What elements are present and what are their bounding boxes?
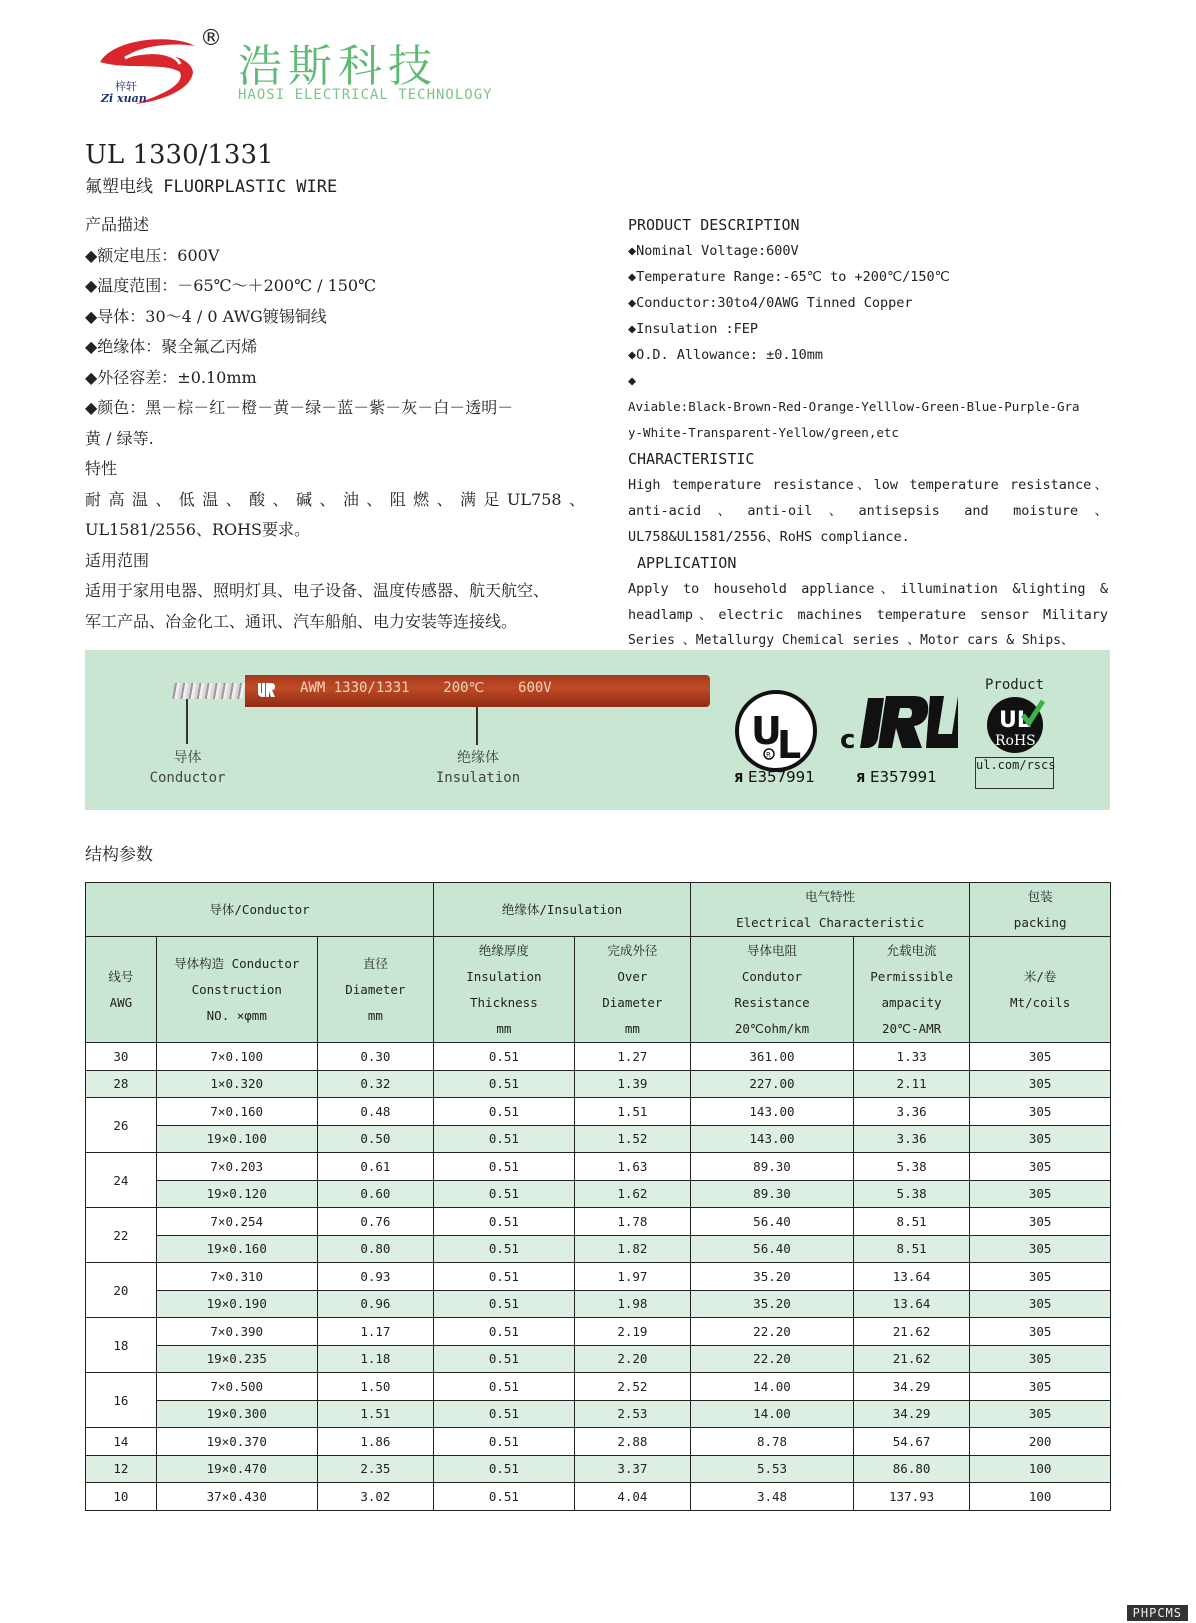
col-amp-1: 允载电流	[886, 942, 937, 958]
page-subtitle: 氟塑电线 FLUORPLASTIC WIRE	[85, 177, 338, 197]
rohs-url: ul.com/rscs	[976, 758, 1056, 772]
cell-amp: 2.11	[853, 1070, 969, 1098]
svg-text:UL: UL	[999, 708, 1031, 733]
company-logo	[95, 32, 215, 107]
col-pack-2: Mt/coils	[1010, 994, 1071, 1010]
cell-cons: 19×0.100	[156, 1125, 317, 1153]
cell-dia: 1.18	[317, 1345, 433, 1373]
cell-cons: 19×0.235	[156, 1345, 317, 1373]
col-awg-cn: 线号	[108, 968, 134, 984]
table-column-header	[86, 937, 1111, 1043]
col-od-2: Over	[617, 968, 648, 984]
cell-pack: 305	[970, 1043, 1111, 1071]
description-en	[628, 212, 1108, 654]
cell-od: 2.20	[574, 1345, 690, 1373]
header-electrical-cn: 电气特性	[805, 888, 856, 904]
desc-heading-cn: 产品描述	[85, 215, 150, 234]
ul-file-text: E357991	[748, 768, 815, 786]
header-packing-cn: 包装	[1027, 888, 1053, 904]
table-row	[86, 1043, 1111, 1071]
cell-cons: 19×0.470	[156, 1455, 317, 1483]
cell-awg: 14	[86, 1428, 157, 1456]
od-cn: ◆外径容差：±0.10mm	[85, 367, 257, 387]
table-row	[86, 1263, 1111, 1291]
cell-ins: 0.51	[434, 1373, 575, 1401]
insulation-label-en: Insulation	[435, 770, 521, 786]
brand-name-en: HAOSI ELECTRICAL TECHNOLOGY	[238, 87, 493, 103]
cell-cons: 7×0.390	[156, 1318, 317, 1346]
cell-ins: 0.51	[434, 1180, 575, 1208]
cell-awg: 28	[86, 1070, 157, 1098]
conductor-cn: ◆导体：30～4 / 0 AWG镀锡铜线	[85, 306, 327, 326]
svg-text:L: L	[777, 723, 802, 767]
col-ins-2: Insulation	[466, 968, 542, 984]
conductor-label-cn: 导体	[173, 750, 202, 766]
col-construction-3: NO. ×φmm	[206, 1007, 267, 1023]
cell-amp: 54.67	[853, 1428, 969, 1456]
cell-ins: 0.51	[434, 1153, 575, 1181]
app-cn-1: 适用于家用电器、照明灯具、电子设备、温度传感器、航天航空、	[85, 581, 550, 600]
cell-od: 2.52	[574, 1373, 690, 1401]
color-en-2: y-White-Transparent-Yellow/green,etc	[628, 425, 899, 440]
spec-table-body	[86, 1043, 1111, 1511]
cell-cons: 1×0.320	[156, 1070, 317, 1098]
cell-awg: 10	[86, 1483, 157, 1511]
cell-od: 2.19	[574, 1318, 690, 1346]
header-electrical-en: Electrical Characteristic	[736, 914, 925, 930]
cell-cons: 19×0.120	[156, 1180, 317, 1208]
cell-dia: 0.48	[317, 1098, 433, 1126]
color-cn-1: ◆颜色：黑－棕－红－橙－黄－绿－蓝－紫－灰－白－透明－	[85, 398, 514, 417]
cell-ins: 0.51	[434, 1208, 575, 1236]
col-amp-4: 20℃-AMR	[882, 1020, 942, 1036]
cell-ins: 0.51	[434, 1263, 575, 1291]
cell-dia: 1.17	[317, 1318, 433, 1346]
cell-pack: 305	[970, 1208, 1111, 1236]
cell-od: 1.97	[574, 1263, 690, 1291]
cell-res: 8.78	[691, 1428, 854, 1456]
cell-res: 56.40	[691, 1208, 854, 1236]
cell-od: 1.51	[574, 1098, 690, 1126]
char-en-2: anti-acid、anti-oil、antisepsis and moisture、	[628, 503, 1108, 519]
col-ins-3: Thickness	[470, 994, 538, 1010]
cell-pack: 305	[970, 1153, 1111, 1181]
insulation-pointer	[476, 707, 478, 745]
cell-amp: 13.64	[853, 1263, 969, 1291]
table-row	[86, 1373, 1111, 1401]
cell-pack: 305	[970, 1290, 1111, 1318]
cell-awg: 20	[86, 1263, 157, 1318]
insulation-label	[428, 748, 528, 788]
cell-pack: 100	[970, 1455, 1111, 1483]
cell-od: 1.52	[574, 1125, 690, 1153]
c-ru-logo-icon	[840, 690, 958, 756]
cru-file-number	[856, 768, 937, 786]
col-res-3: Resistance	[734, 994, 810, 1010]
col-pack-1: 米/卷	[1023, 968, 1057, 984]
app-cn-2: 军工产品、冶金化工、通讯、汽车船舶、电力安装等连接线。	[85, 611, 518, 631]
cell-amp: 21.62	[853, 1318, 969, 1346]
col-od-3: Diameter	[602, 994, 663, 1010]
cell-res: 3.48	[691, 1483, 854, 1511]
cell-ins: 0.51	[434, 1318, 575, 1346]
cell-ins: 0.51	[434, 1483, 575, 1511]
ur-small-icon: Я	[734, 771, 744, 785]
temp-en: ◆Temperature Range:-65℃ to +200℃/150℃	[628, 269, 950, 285]
char-heading-cn: 特性	[85, 459, 118, 478]
col-ampacity	[853, 937, 969, 1043]
cell-ins: 0.51	[434, 1070, 575, 1098]
col-diameter-3: mm	[367, 1007, 383, 1023]
rohs-product-label: Product	[985, 677, 1045, 693]
cell-cons: 7×0.160	[156, 1098, 317, 1126]
cell-od: 1.39	[574, 1070, 690, 1098]
cell-pack: 305	[970, 1318, 1111, 1346]
cell-res: 56.40	[691, 1235, 854, 1263]
cell-awg: 26	[86, 1098, 157, 1153]
logo-cn: 梓轩	[115, 80, 137, 93]
spec-table	[85, 882, 1111, 1511]
app-heading-cn: 适用范围	[85, 550, 150, 570]
cell-pack: 305	[970, 1098, 1111, 1126]
cru-file-text: E357991	[870, 768, 937, 786]
svg-text:U: U	[751, 709, 782, 753]
cell-awg: 16	[86, 1373, 157, 1428]
cell-dia: 0.30	[317, 1043, 433, 1071]
cell-pack: 305	[970, 1070, 1111, 1098]
cell-od: 1.62	[574, 1180, 690, 1208]
col-resistance	[691, 937, 854, 1043]
cell-ins: 0.51	[434, 1043, 575, 1071]
cell-dia: 1.51	[317, 1400, 433, 1428]
cell-awg: 30	[86, 1043, 157, 1071]
cell-pack: 305	[970, 1125, 1111, 1153]
table-row	[86, 1070, 1111, 1098]
cell-od: 3.37	[574, 1455, 690, 1483]
cell-res: 35.20	[691, 1290, 854, 1318]
cell-res: 361.00	[691, 1043, 854, 1071]
temp-cn: ◆温度范围：－65℃～＋200℃ / 150℃	[85, 276, 377, 295]
cell-ins: 0.51	[434, 1235, 575, 1263]
insulation-label-cn: 绝缘体	[457, 750, 499, 766]
cell-ins: 0.51	[434, 1345, 575, 1373]
table-row	[86, 1345, 1111, 1373]
table-row	[86, 1318, 1111, 1346]
col-construction-2: Construction	[191, 981, 282, 997]
table-row	[86, 1428, 1111, 1456]
cell-od: 1.27	[574, 1043, 690, 1071]
conductor-pointer	[186, 699, 188, 744]
table-row	[86, 1235, 1111, 1263]
page-title: UL 1330/1331	[85, 140, 274, 170]
col-res-2: Condutor	[741, 968, 803, 984]
svg-text:R: R	[766, 751, 771, 759]
cell-ins: 0.51	[434, 1400, 575, 1428]
table-row	[86, 1098, 1111, 1126]
col-amp-3: ampacity	[881, 994, 942, 1010]
table-row	[86, 1400, 1111, 1428]
cell-amp: 5.38	[853, 1153, 969, 1181]
cell-cons: 7×0.100	[156, 1043, 317, 1071]
cell-dia: 0.80	[317, 1235, 433, 1263]
cell-amp: 3.36	[853, 1098, 969, 1126]
cell-pack: 305	[970, 1235, 1111, 1263]
cell-dia: 0.60	[317, 1180, 433, 1208]
brand-name-cn: 浩斯科技	[238, 41, 438, 92]
col-diameter-2: Diameter	[345, 981, 406, 997]
cell-od: 2.88	[574, 1428, 690, 1456]
cell-pack: 200	[970, 1428, 1111, 1456]
char-cn-2: UL1581/2556、ROHS要求。	[85, 520, 311, 539]
cell-pack: 100	[970, 1483, 1111, 1511]
col-over-diameter	[574, 937, 690, 1043]
description-cn	[85, 210, 585, 637]
wire-print-text: AWM 1330/1331 200℃ 600V	[300, 680, 552, 696]
cell-awg: 12	[86, 1455, 157, 1483]
header-electrical	[691, 883, 970, 937]
cell-dia: 0.61	[317, 1153, 433, 1181]
cell-dia: 0.32	[317, 1070, 433, 1098]
col-awg-en: AWG	[109, 994, 133, 1010]
cell-od: 2.53	[574, 1400, 690, 1428]
cell-pack: 305	[970, 1373, 1111, 1401]
cell-dia: 0.76	[317, 1208, 433, 1236]
char-heading-en: CHARACTERISTIC	[628, 450, 755, 468]
header-packing	[970, 883, 1111, 937]
cell-res: 89.30	[691, 1153, 854, 1181]
cell-cons: 7×0.254	[156, 1208, 317, 1236]
bullet-en: ◆	[628, 373, 637, 389]
header-conductor: 导体/Conductor	[86, 883, 434, 937]
svg-text:c: c	[840, 725, 856, 755]
od-en: ◆O.D. Allowance: ±0.10mm	[628, 347, 824, 363]
cell-res: 89.30	[691, 1180, 854, 1208]
cell-od: 1.78	[574, 1208, 690, 1236]
cell-od: 4.04	[574, 1483, 690, 1511]
cell-awg: 24	[86, 1153, 157, 1208]
cell-od: 1.98	[574, 1290, 690, 1318]
insulation-en: ◆Insulation :FEP	[628, 321, 759, 337]
cell-amp: 34.29	[853, 1400, 969, 1428]
table-row	[86, 1125, 1111, 1153]
cell-res: 22.20	[691, 1345, 854, 1373]
col-res-4: 20℃ohm/km	[734, 1020, 810, 1036]
cell-res: 143.00	[691, 1125, 854, 1153]
char-en-3: UL758&UL1581/2556、RoHS compliance.	[628, 529, 910, 545]
cell-res: 22.20	[691, 1318, 854, 1346]
structure-title: 结构参数	[85, 845, 153, 865]
color-en-1: Aviable:Black-Brown-Red-Orange-Yelllow-Green-Blue-Purple-Gra	[628, 399, 1080, 414]
col-diameter	[317, 937, 433, 1043]
cell-res: 35.20	[691, 1263, 854, 1291]
col-amp-2: Permissible	[870, 968, 953, 984]
header-packing-en: packing	[1013, 914, 1067, 930]
cell-awg: 22	[86, 1208, 157, 1263]
ur-mark-icon	[256, 681, 276, 699]
cell-amp: 3.36	[853, 1125, 969, 1153]
ur-small-icon-2: Я	[856, 771, 866, 785]
cell-ins: 0.51	[434, 1125, 575, 1153]
cell-dia: 3.02	[317, 1483, 433, 1511]
cell-od: 1.63	[574, 1153, 690, 1181]
ul-listed-logo-icon	[733, 688, 819, 774]
col-packing	[970, 937, 1111, 1043]
cell-res: 227.00	[691, 1070, 854, 1098]
cell-dia: 0.50	[317, 1125, 433, 1153]
cell-awg: 18	[86, 1318, 157, 1373]
cell-amp: 34.29	[853, 1373, 969, 1401]
table-row	[86, 1483, 1111, 1511]
cell-ins: 0.51	[434, 1455, 575, 1483]
rohs-url-box	[975, 757, 1054, 789]
app-en-1: Apply to household appliance、illumination &lighting &	[628, 581, 1108, 597]
table-row	[86, 1455, 1111, 1483]
cell-cons: 19×0.190	[156, 1290, 317, 1318]
cell-pack: 305	[970, 1263, 1111, 1291]
cell-res: 14.00	[691, 1373, 854, 1401]
cell-ins: 0.51	[434, 1290, 575, 1318]
cell-amp: 1.33	[853, 1043, 969, 1071]
cell-dia: 1.86	[317, 1428, 433, 1456]
cell-amp: 8.51	[853, 1208, 969, 1236]
ul-file-number	[734, 768, 815, 786]
ul-rohs-logo-icon	[985, 695, 1045, 755]
col-ins-4: mm	[496, 1020, 512, 1036]
cell-cons: 7×0.310	[156, 1263, 317, 1291]
col-res-1: 导体电阻	[746, 942, 797, 958]
app-heading-en: APPLICATION	[628, 554, 737, 572]
cell-amp: 86.80	[853, 1455, 969, 1483]
cell-pack: 305	[970, 1400, 1111, 1428]
insulation-cn: ◆绝缘体：聚全氟乙丙烯	[85, 337, 258, 356]
logo-text: Zi xuan	[101, 92, 147, 105]
cell-amp: 5.38	[853, 1180, 969, 1208]
cell-amp: 8.51	[853, 1235, 969, 1263]
rohs-text: RoHS	[995, 733, 1036, 749]
cell-ins: 0.51	[434, 1428, 575, 1456]
col-construction-1: 导体构造 Conductor	[174, 955, 300, 971]
table-row	[86, 1153, 1111, 1181]
conductor-en: ◆Conductor:30to4/0AWG Tinned Copper	[628, 295, 913, 311]
col-ins-1: 绝缘厚度	[478, 942, 529, 958]
cell-dia: 0.96	[317, 1290, 433, 1318]
cell-cons: 37×0.430	[156, 1483, 317, 1511]
cell-amp: 21.62	[853, 1345, 969, 1373]
cell-res: 5.53	[691, 1455, 854, 1483]
conductor-strand-image	[172, 683, 247, 699]
cell-pack: 305	[970, 1345, 1111, 1373]
cell-cons: 7×0.500	[156, 1373, 317, 1401]
col-od-1: 完成外径	[607, 942, 658, 958]
cell-res: 143.00	[691, 1098, 854, 1126]
col-ins-thickness	[434, 937, 575, 1043]
cell-dia: 1.50	[317, 1373, 433, 1401]
cell-dia: 0.93	[317, 1263, 433, 1291]
cell-cons: 19×0.300	[156, 1400, 317, 1428]
voltage-cn: ◆额定电压：600V	[85, 245, 220, 265]
cell-amp: 137.93	[853, 1483, 969, 1511]
cell-cons: 19×0.370	[156, 1428, 317, 1456]
conductor-label-en: Conductor	[149, 770, 226, 786]
cell-cons: 19×0.160	[156, 1235, 317, 1263]
table-row	[86, 1208, 1111, 1236]
desc-heading-en: PRODUCT DESCRIPTION	[628, 216, 800, 234]
cell-od: 1.82	[574, 1235, 690, 1263]
cell-cons: 7×0.203	[156, 1153, 317, 1181]
table-row	[86, 1290, 1111, 1318]
char-en-1: High temperature resistance、low temperature resistance、	[628, 477, 1108, 493]
cell-dia: 2.35	[317, 1455, 433, 1483]
col-diameter-1: 直径	[362, 955, 388, 971]
col-awg	[86, 937, 157, 1043]
col-construction	[156, 937, 317, 1043]
char-cn-1: 耐高温、低温、酸、碱、油、阻燃、满足UL758、	[85, 489, 585, 509]
app-en-2: headlamp、electric machines temperature sensor Military	[628, 607, 1108, 623]
cell-amp: 13.64	[853, 1290, 969, 1318]
footer-watermark: PHPCMS	[1127, 1605, 1188, 1621]
table-group-header	[86, 883, 1111, 937]
col-od-4: mm	[624, 1020, 640, 1036]
color-cn-2: 黄 / 绿等.	[85, 428, 154, 448]
voltage-en: ◆Nominal Voltage:600V	[628, 243, 799, 259]
app-en-3: Series 、Metallurgy Chemical series 、Motor cars & Ships、	[628, 633, 1074, 648]
cell-pack: 305	[970, 1180, 1111, 1208]
registered-mark: ®	[200, 26, 222, 51]
conductor-label	[140, 748, 235, 788]
header-insulation: 绝缘体/Insulation	[434, 883, 691, 937]
cell-res: 14.00	[691, 1400, 854, 1428]
cell-ins: 0.51	[434, 1098, 575, 1126]
table-row	[86, 1180, 1111, 1208]
